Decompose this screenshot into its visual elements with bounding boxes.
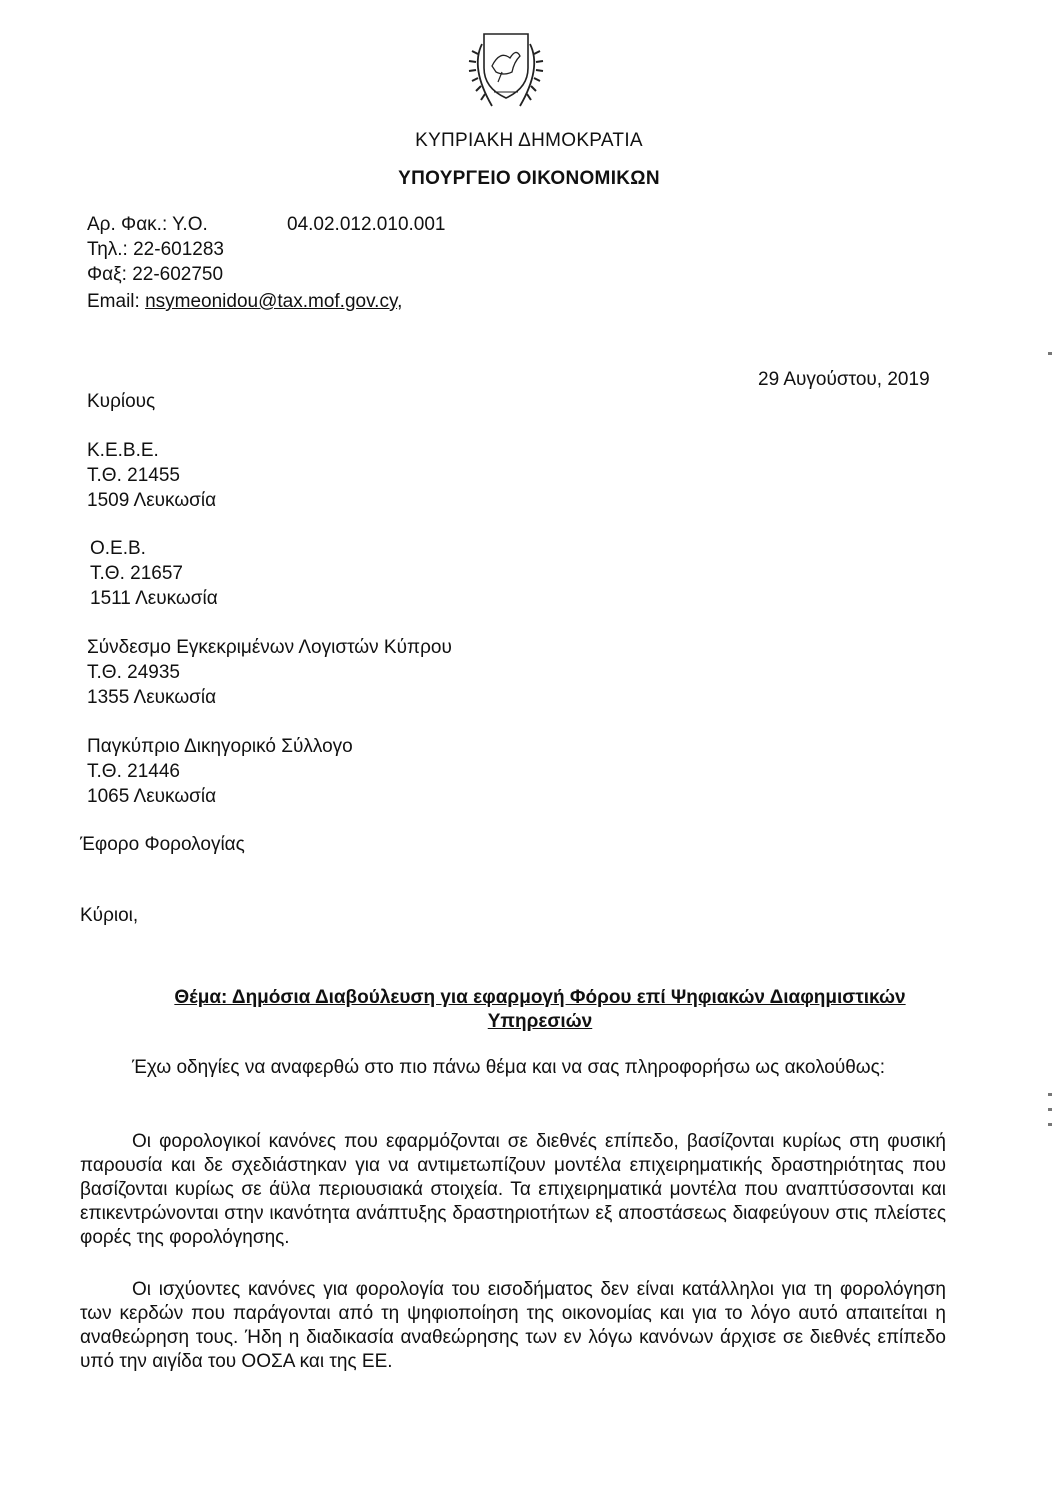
salutation: Κύριοι, — [80, 905, 139, 926]
file-ref-number: 04.02.012.010.001 — [287, 214, 446, 235]
subject-line-1: Θέμα: Δημόσια Διαβούλευση για εφαρμογή Φόρου επί Ψηφιακών Διαφημιστικών — [174, 987, 906, 1008]
addressee-keve-name: Κ.Ε.Β.Ε. — [87, 440, 159, 461]
addressee-accountants-pobox: Τ.Θ. 24935 — [87, 662, 180, 683]
addressee-bar-pobox: Τ.Θ. 21446 — [87, 761, 180, 782]
email-link[interactable]: nsymeonidou@tax.mof.gov.cy — [145, 291, 398, 312]
addressee-oev-pobox: Τ.Θ. 21657 — [90, 563, 183, 584]
letter-date: 29 Αυγούστου, 2019 — [758, 369, 930, 390]
email-label: Email: — [87, 291, 146, 312]
subject-heading — [80, 986, 1000, 1034]
addressee-bar-city: 1065 Λευκωσία — [87, 786, 217, 807]
email-line — [87, 291, 402, 313]
scan-mark — [1048, 352, 1052, 355]
addressee-keve-pobox: Τ.Θ. 21455 — [87, 465, 180, 486]
body-paragraph-3: Οι ισχύοντες κανόνες για φορολογία του εισοδήματος δεν είναι κατάλληλοι για τη φορολόγηση των κερδών που παράγονται από τη ψηφιοποίηση της οικονομίας και για το λόγο αυτό απαιτείται η αναθεώρηση τους. Ήδη η διαδικασία αναθεώρησης των εν λόγω κανόνων άρχισε σε διεθνές επίπεδο υπό την αιγίδα του ΟΟΣΑ και της ΕΕ. — [80, 1279, 946, 1372]
cyprus-coat-of-arms-icon — [462, 28, 550, 112]
subject-line-2: Υπηρεσιών — [487, 1011, 593, 1032]
addressee-oev-name: Ο.Ε.Β. — [90, 538, 146, 559]
scan-mark — [1048, 1123, 1052, 1126]
ministry-name: ΥΠΟΥΡΓΕΙΟ ΟΙΚΟΝΟΜΙΚΩΝ — [398, 168, 660, 189]
scan-mark — [1048, 1108, 1052, 1111]
addressee-keve-city: 1509 Λευκωσία — [87, 490, 217, 511]
body-paragraph-2: Οι φορολογικοί κανόνες που εφαρμόζονται σε διεθνές επίπεδο, βασίζονται κυρίως στη φυσική παρουσία και δε σχεδιάστηκαν για να αντιμετωπίζουν μοντέλα επιχειρηματικής δραστηριότητας που βασίζονται κυρίως σε άϋλα περιουσιακά στοιχεία. Τα επιχειρηματικά μοντέλα που αναπτύσσονται και επικεντρώνονται στην ικανότητα ανάπτυξης δραστηριοτήτων εξ αποστάσεως διαφεύγουν στις πλείστες φορές της φορολόγησης. — [80, 1131, 946, 1248]
addressee-accountants-city: 1355 Λευκωσία — [87, 687, 217, 708]
country-name: ΚΥΠΡΙΑΚΗ ΔΗΜΟΚΡΑΤΙΑ — [415, 130, 643, 151]
addressees-heading: Κυρίους — [87, 391, 156, 412]
telephone: Τηλ.: 22-601283 — [87, 239, 224, 260]
fax: Φαξ: 22-602750 — [87, 264, 224, 285]
addressee-oev-city: 1511 Λευκωσία — [90, 588, 218, 609]
file-ref-label: Αρ. Φακ.: Υ.Ο. — [87, 214, 208, 235]
scan-mark — [1048, 1093, 1052, 1096]
addressee-accountants-name: Σύνδεσμο Εγκεκριμένων Λογιστών Κύπρου — [87, 637, 452, 658]
addressee-tax-commissioner: Έφορο Φορολογίας — [80, 834, 245, 855]
addressee-bar-name: Παγκύπριο Δικηγορικό Σύλλογο — [87, 736, 353, 757]
body-paragraph-1: Έχω οδηγίες να αναφερθώ στο πιο πάνω θέμα και να σας πληροφορήσω ως ακολούθως: — [132, 1057, 886, 1078]
email-suffix: , — [397, 291, 403, 312]
